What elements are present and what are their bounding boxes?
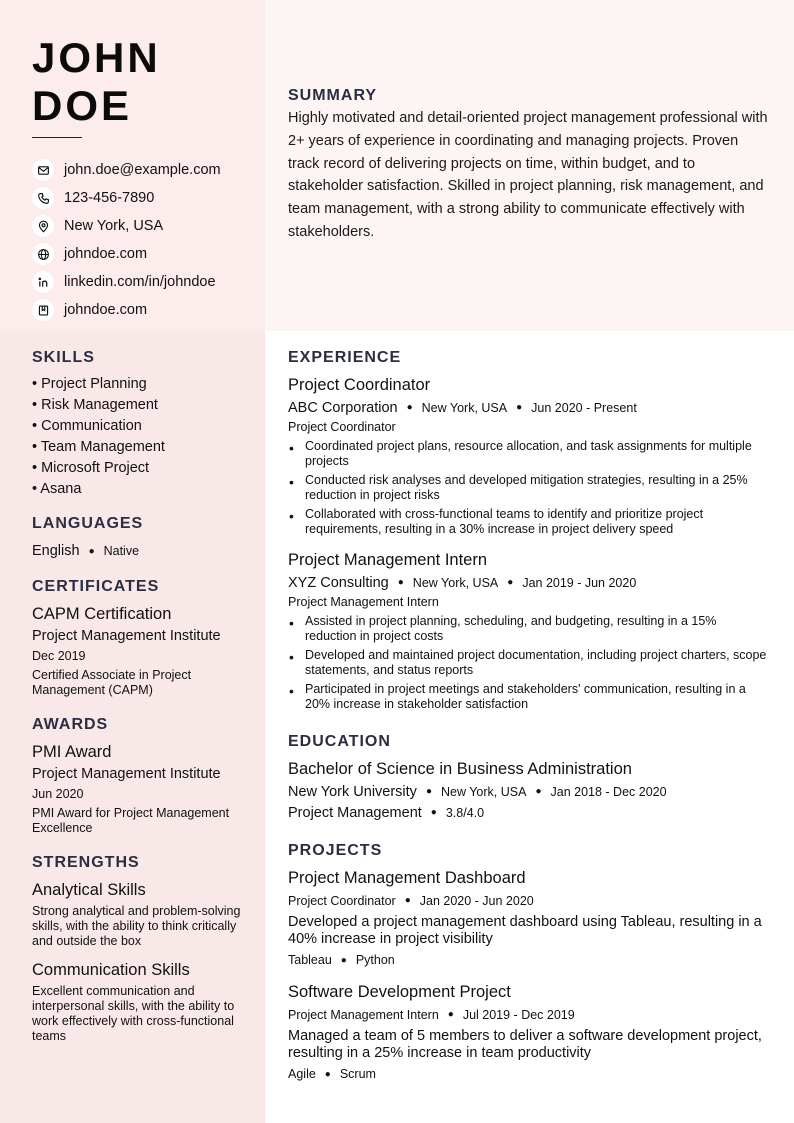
- first-name: JOHN: [32, 34, 161, 81]
- education-field: Project Management: [288, 805, 422, 821]
- project-tag: Agile: [288, 1067, 316, 1081]
- school-location: New York, USA: [440, 785, 527, 799]
- degree-name: Bachelor of Science in Business Administration: [288, 760, 632, 778]
- project-tags: [288, 1067, 770, 1081]
- project-name: Software Development Project: [288, 983, 511, 1001]
- award-description: PMI Award for Project Management Excellence: [32, 806, 230, 835]
- separator-dot: ●: [340, 954, 347, 966]
- strength-description: Strong analytical and problem-solving skills, with the ability to think critically and outside the box: [32, 904, 241, 948]
- education-dates: Jan 2018 - Dec 2020: [550, 785, 667, 799]
- contact-website-text[interactable]: johndoe.com: [64, 246, 148, 262]
- award-name: PMI Award: [32, 743, 112, 761]
- name-divider: [32, 137, 82, 138]
- project-tag: Tableau: [288, 953, 332, 967]
- sidebar: [0, 331, 265, 1123]
- education-heading: EDUCATION: [288, 733, 391, 750]
- project-tags: [288, 953, 770, 967]
- language-level: Native: [103, 544, 140, 558]
- certificate-name: CAPM Certification: [32, 605, 172, 623]
- language-item: [32, 543, 241, 559]
- last-name: DOE: [32, 82, 133, 129]
- certificates-heading: CERTIFICATES: [32, 578, 160, 595]
- certificate-item: [32, 604, 241, 698]
- project-meta: [288, 892, 770, 910]
- experience-item: [288, 375, 770, 537]
- job-bullet: • Developed and maintained project documentation, including project charters, scope statements, and status reports: [288, 648, 770, 678]
- projects-heading: PROJECTS: [288, 842, 383, 859]
- separator-dot: ●: [507, 577, 514, 588]
- project-role: Project Coordinator: [288, 894, 396, 908]
- strengths-heading: STRENGTHS: [32, 854, 140, 871]
- separator-dot: ●: [88, 545, 95, 557]
- strength-description: Excellent communication and interpersonal skills, with the ability to work effectively with cross-functional teams: [32, 984, 235, 1043]
- certificate-description: Certified Associate in Project Management (CAPM): [32, 668, 192, 697]
- header-panel: [0, 0, 265, 331]
- project-tag: Scrum: [339, 1067, 376, 1081]
- separator-dot: ●: [425, 786, 432, 797]
- contact-linkedin[interactable]: [32, 268, 265, 296]
- award-date: Jun 2020: [32, 787, 84, 801]
- project-item: [288, 982, 770, 1081]
- separator-dot: ●: [447, 1009, 454, 1020]
- experience-item: [288, 550, 770, 712]
- job-bullet: • Assisted in project planning, scheduling, and budgeting, resulting in a 15% reduction in project costs: [288, 614, 770, 644]
- skill-item: • Microsoft Project: [32, 460, 150, 476]
- strength-name: Communication Skills: [32, 961, 190, 979]
- skill-item: • Communication: [32, 418, 142, 434]
- summary-text: Highly motivated and detail-oriented project management professional with 2+ years of experience in coordinating and managing projects. Proven track record of delivering projects on time, within budget, and to stakeholder satisfaction. Skilled in project planning, risk management, and team management, with a strong ability to communicate effectively with stakeholders.: [288, 110, 768, 240]
- education-gpa: 3.8/4.0: [445, 806, 485, 820]
- separator-dot: ●: [324, 1068, 331, 1080]
- contact-email[interactable]: [32, 156, 265, 184]
- projects-section: [288, 841, 770, 1081]
- certificate-issuer: Project Management Institute: [32, 628, 221, 644]
- languages-section: [32, 514, 241, 559]
- job-bullets: [288, 439, 770, 537]
- certificates-section: [32, 577, 241, 698]
- summary-panel: [265, 0, 794, 331]
- job-company: ABC Corporation: [288, 400, 398, 416]
- languages-heading: LANGUAGES: [32, 515, 144, 532]
- globe-icon: [32, 243, 54, 265]
- contact-linkedin-text[interactable]: linkedin.com/in/johndoe: [64, 274, 216, 290]
- portfolio-icon: [32, 299, 54, 321]
- main-content: [265, 331, 794, 1123]
- project-name: Project Management Dashboard: [288, 869, 526, 887]
- separator-dot: ●: [406, 402, 413, 413]
- project-dates: Jul 2019 - Dec 2019: [462, 1008, 575, 1022]
- awards-section: [32, 715, 241, 836]
- project-role: Project Management Intern: [288, 1008, 439, 1022]
- job-role: Project Coordinator: [288, 420, 396, 434]
- project-description: Developed a project management dashboard using Tableau, resulting in a 40% increase in project visibility: [288, 914, 762, 947]
- job-dates: Jan 2019 - Jun 2020: [522, 576, 637, 590]
- job-meta: [288, 574, 770, 592]
- contact-website[interactable]: [32, 240, 265, 268]
- separator-dot: ●: [430, 807, 437, 818]
- skill-item: • Risk Management: [32, 397, 158, 413]
- separator-dot: ●: [404, 895, 411, 906]
- strength-item: [32, 880, 241, 949]
- job-company: XYZ Consulting: [288, 575, 389, 591]
- contact-location: [32, 212, 265, 240]
- separator-dot: ●: [516, 402, 523, 413]
- contact-portfolio[interactable]: [32, 296, 265, 324]
- job-location: New York, USA: [421, 401, 508, 415]
- job-title: Project Management Intern: [288, 551, 488, 569]
- phone-icon: [32, 187, 54, 209]
- job-bullet: • Conducted risk analyses and developed mitigation strategies, resulting in a 25% reduction in project risks: [288, 473, 770, 503]
- strengths-section: [32, 853, 241, 1044]
- language-name: English: [32, 543, 80, 559]
- skills-section: [32, 348, 241, 500]
- strength-item: [32, 960, 241, 1044]
- job-role: Project Management Intern: [288, 595, 439, 609]
- contact-phone[interactable]: [32, 184, 265, 212]
- project-item: [288, 868, 770, 967]
- skill-item: • Project Planning: [32, 376, 147, 392]
- contact-email-text[interactable]: john.doe@example.com: [64, 162, 221, 178]
- candidate-name: [32, 34, 265, 130]
- education-item: [288, 759, 770, 822]
- job-bullet: • Participated in project meetings and stakeholders' communication, resulting in a 20% increase in stakeholder satisfaction: [288, 682, 770, 712]
- linkedin-icon: [32, 271, 54, 293]
- job-location: New York, USA: [412, 576, 499, 590]
- project-meta: [288, 1006, 770, 1024]
- education-field-row: [288, 804, 770, 822]
- school-name: New York University: [288, 784, 417, 800]
- contact-portfolio-text[interactable]: johndoe.com: [64, 302, 148, 318]
- skill-item: • Asana: [32, 481, 82, 497]
- experience-heading: EXPERIENCE: [288, 349, 402, 366]
- education-meta: [288, 783, 770, 801]
- experience-section: [288, 348, 770, 712]
- job-bullets: [288, 614, 770, 712]
- award-item: [32, 742, 241, 836]
- project-dates: Jan 2020 - Jun 2020: [419, 894, 534, 908]
- project-description: Managed a team of 5 members to deliver a software development project, resulting in a 25% increase in team productivity: [288, 1028, 762, 1061]
- job-title: Project Coordinator: [288, 376, 431, 394]
- email-icon: [32, 159, 54, 181]
- job-bullet: • Collaborated with cross-functional teams to identify and prioritize project requirements, resulting in a 30% increase in project delivery speed: [288, 507, 770, 537]
- location-icon: [32, 215, 54, 237]
- summary-heading: SUMMARY: [288, 87, 378, 104]
- awards-heading: AWARDS: [32, 716, 109, 733]
- job-dates: Jun 2020 - Present: [531, 401, 637, 415]
- skill-item: • Team Management: [32, 439, 165, 455]
- contact-phone-text[interactable]: 123-456-7890: [64, 190, 155, 206]
- separator-dot: ●: [397, 577, 404, 588]
- certificate-date: Dec 2019: [32, 649, 86, 663]
- award-issuer: Project Management Institute: [32, 766, 221, 782]
- separator-dot: ●: [535, 786, 542, 797]
- strength-name: Analytical Skills: [32, 881, 146, 899]
- contact-list: [32, 156, 265, 324]
- project-tag: Python: [355, 953, 395, 967]
- contact-location-text: New York, USA: [64, 218, 164, 234]
- skills-list: [32, 374, 241, 500]
- education-section: [288, 732, 770, 822]
- job-meta: [288, 399, 770, 417]
- skills-heading: SKILLS: [32, 349, 95, 366]
- job-bullet: • Coordinated project plans, resource allocation, and task assignments for multiple projects: [288, 439, 770, 469]
